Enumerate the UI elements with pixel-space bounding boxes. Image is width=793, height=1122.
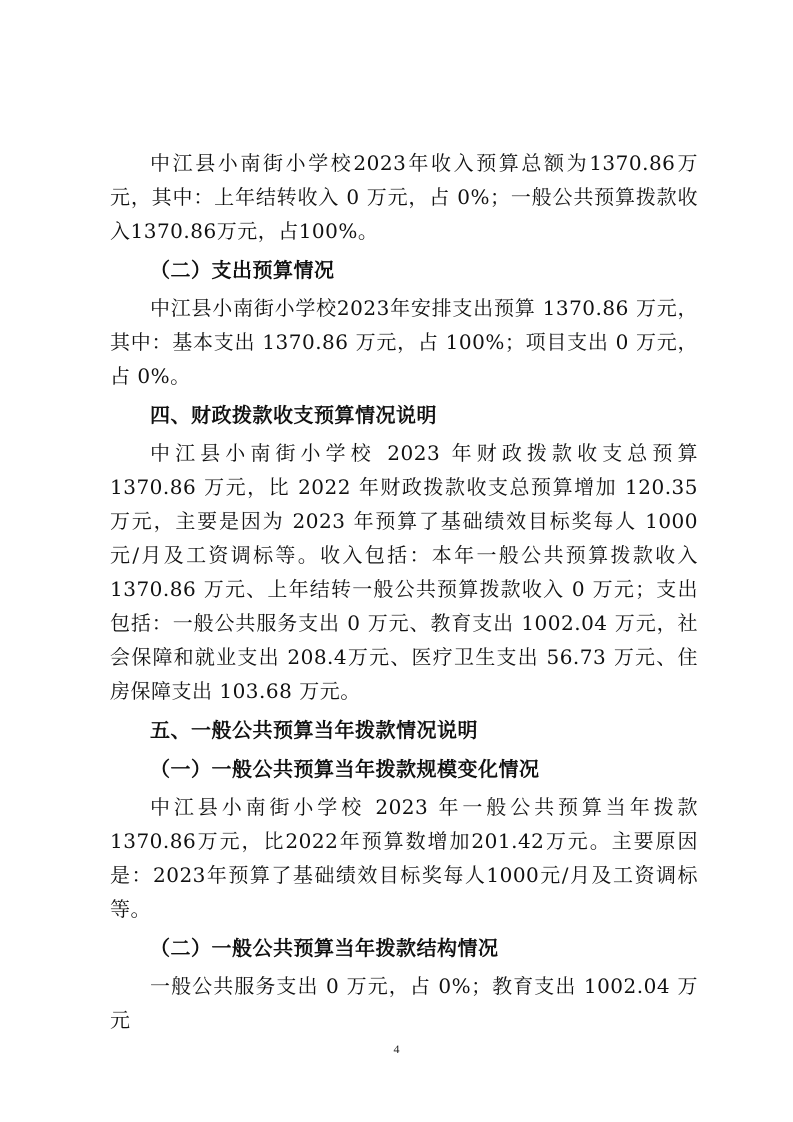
section-4-heading: 四、财政拨款收支预算情况说明 — [150, 403, 437, 427]
fiscal-summary-paragraph: 中江县小南街小学校 2023 年财政拨款收支总预算 1370.86 万元，比 2022 年财政拨款收支总预算增加 120.35 万元，主要是因为 2023 年预算了基础绩效目标奖每人 1000 元/月及工资调标等。收入包括：本年一般公共预算拨款收入 1370.86 万元、上年结转一般公共预算拨款收入 0 万元；支出包括：一般公共服务支出 0 万元、教育支出 1002.04 万元，社会保障和就业支出 208.4万元、医疗卫生支出 56.73 万元、住房保障支出 103.68 万元。 — [110, 441, 698, 703]
section-5-heading: 五、一般公共预算当年拨款情况说明 — [150, 718, 478, 742]
structure-heading: （二）一般公共预算当年拨款结构情况 — [150, 936, 499, 960]
document-body — [110, 146, 698, 1037]
expense-budget-heading: （二）支出预算情况 — [150, 258, 335, 282]
scale-summary-paragraph: 中江县小南街小学校 2023 年一般公共预算当年拨款1370.86万元，比2022年预算数增加201.42万元。主要原因是：2023年预算了基础绩效目标奖每人1000元/月及工资调标等。 — [110, 795, 698, 921]
expense-summary-paragraph: 中江县小南街小学校2023年安排支出预算 1370.86 万元，其中：基本支出 1370.86 万元，占 100%；项目支出 0 万元，占 0%。 — [110, 296, 698, 388]
page-number: 4 — [393, 1042, 400, 1056]
scale-change-heading: （一）一般公共预算当年拨款规模变化情况 — [150, 757, 540, 781]
structure-summary-paragraph: 一般公共服务支出 0 万元，占 0%；教育支出 1002.04 万元 — [110, 974, 698, 1032]
income-summary-paragraph: 中江县小南街小学校2023年收入预算总额为1370.86万元，其中：上年结转收入 0 万元，占 0%；一般公共预算拨款收入1370.86万元，占100%。 — [110, 151, 698, 243]
